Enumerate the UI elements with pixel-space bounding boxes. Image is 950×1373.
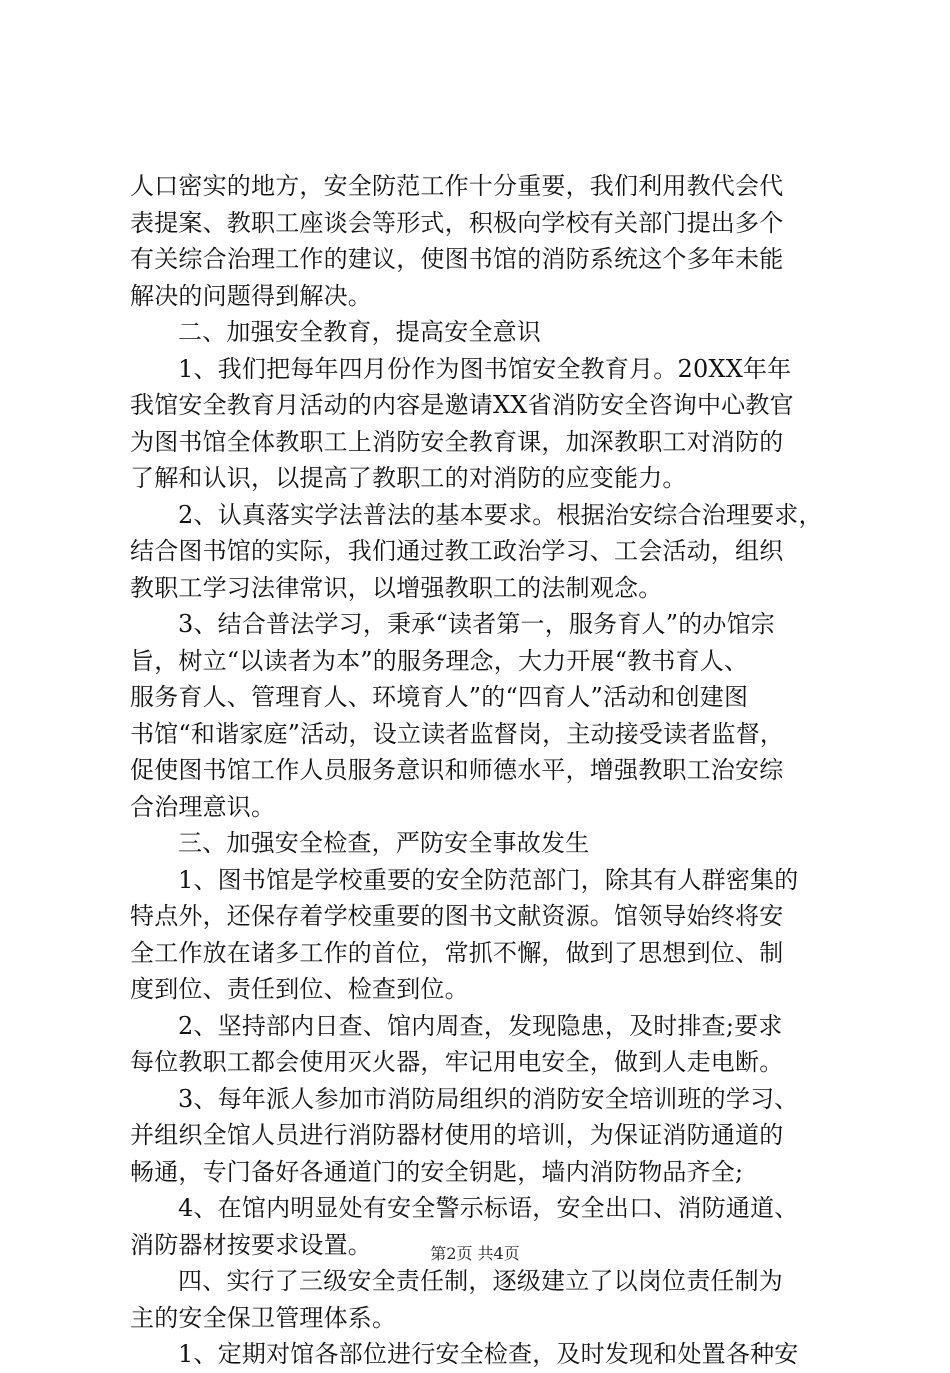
text-line: 3、结合普法学习，秉承“读者第一，服务育人”的办馆宗 bbox=[178, 610, 776, 638]
text-line: 4、在馆内明显处有安全警示标语，安全出口、消防通道、 bbox=[178, 1194, 799, 1222]
page-footer bbox=[0, 1244, 950, 1264]
paragraph-lines bbox=[130, 168, 830, 1373]
text-line: 旨，树立“以读者为本”的服务理念，大力开展“教书育人、 bbox=[130, 646, 749, 675]
text-line: 2、坚持部内日查、馆内周查，发现隐患，及时排查;要求 bbox=[178, 1011, 783, 1040]
text-line: 每位教职工都会使用灭火器，牢记用电安全，做到人走电断。 bbox=[130, 1048, 784, 1076]
text-line: 结合图书馆的实际，我们通过教工政治学习、工会活动，组织 bbox=[130, 537, 784, 565]
text-line: 并组织全馆人员进行消防器材使用的培训，为保证消防通道的 bbox=[130, 1121, 784, 1149]
text-line: 三、加强安全检查，严防安全事故发生 bbox=[178, 829, 590, 857]
text-line: 表提案、教职工座谈会等形式，积极向学校有关部门提出多个 bbox=[130, 208, 784, 237]
text-line: 有关综合治理工作的建议，使图书馆的消防系统这个多年未能 bbox=[130, 245, 784, 273]
text-line: 人口密实的地方，安全防范工作十分重要，我们利用教代会代 bbox=[130, 172, 784, 200]
text-line: 消防器材按要求设置。 bbox=[130, 1230, 372, 1259]
text-line: 四、实行了三级安全责任制，逐级建立了以岗位责任制为 bbox=[178, 1267, 783, 1295]
text-line: 全工作放在诸多工作的首位，常抓不懈，做到了思想到位、制 bbox=[130, 938, 784, 967]
text-line: 主的安全保卫管理体系。 bbox=[130, 1303, 397, 1332]
text-line: 二、加强安全教育，提高安全意识 bbox=[178, 318, 541, 346]
page-number: 第2页 共4页 bbox=[430, 1244, 520, 1263]
text-line: 1、图书馆是学校重要的安全防范部门，除其有人群密集的 bbox=[178, 865, 799, 894]
text-line: 1、定期对馆各部位进行安全检查，及时发现和处置各种安 bbox=[178, 1340, 799, 1368]
text-line: 3、每年派人参加市消防局组织的消防安全培训班的学习、 bbox=[178, 1084, 799, 1113]
text-line: 为图书馆全体教职工上消防安全教育课，加深教职工对消防的 bbox=[130, 427, 784, 456]
text-line: 特点外，还保存着学校重要的图书文献资源。馆领导始终将安 bbox=[130, 902, 784, 930]
document-body bbox=[130, 168, 830, 1373]
text-line: 畅通，专门备好各通道门的安全钥匙，墙内消防物品齐全; bbox=[130, 1157, 744, 1186]
text-line: 教职工学习法律常识，以增强教职工的法制观念。 bbox=[130, 573, 663, 602]
text-line: 1、我们把每年四月份作为图书馆安全教育月。20XX年年 bbox=[178, 354, 792, 383]
text-line: 书馆“和谐家庭”活动，设立读者监督岗，主动接受读者监督， bbox=[130, 719, 785, 748]
text-line: 解决的问题得到解决。 bbox=[130, 281, 372, 310]
text-line: 度到位、责任到位、检查到位。 bbox=[130, 975, 469, 1003]
text-line: 我馆安全教育月活动的内容是邀请XX省消防安全咨询中心教官 bbox=[130, 391, 794, 419]
text-line: 了解和认识，以提高了教职工的对消防的应变能力。 bbox=[130, 464, 687, 492]
text-line: 合治理意识。 bbox=[130, 792, 276, 821]
text-line: 服务育人、管理育人、环境育人”的“四育人”活动和创建图 bbox=[130, 683, 749, 711]
text-line: 促使图书馆工作人员服务意识和师德水平，增强教职工治安综 bbox=[130, 756, 784, 784]
text-line: 2、认真落实学法普法的基本要求。根据治安综合治理要求， bbox=[178, 500, 823, 529]
